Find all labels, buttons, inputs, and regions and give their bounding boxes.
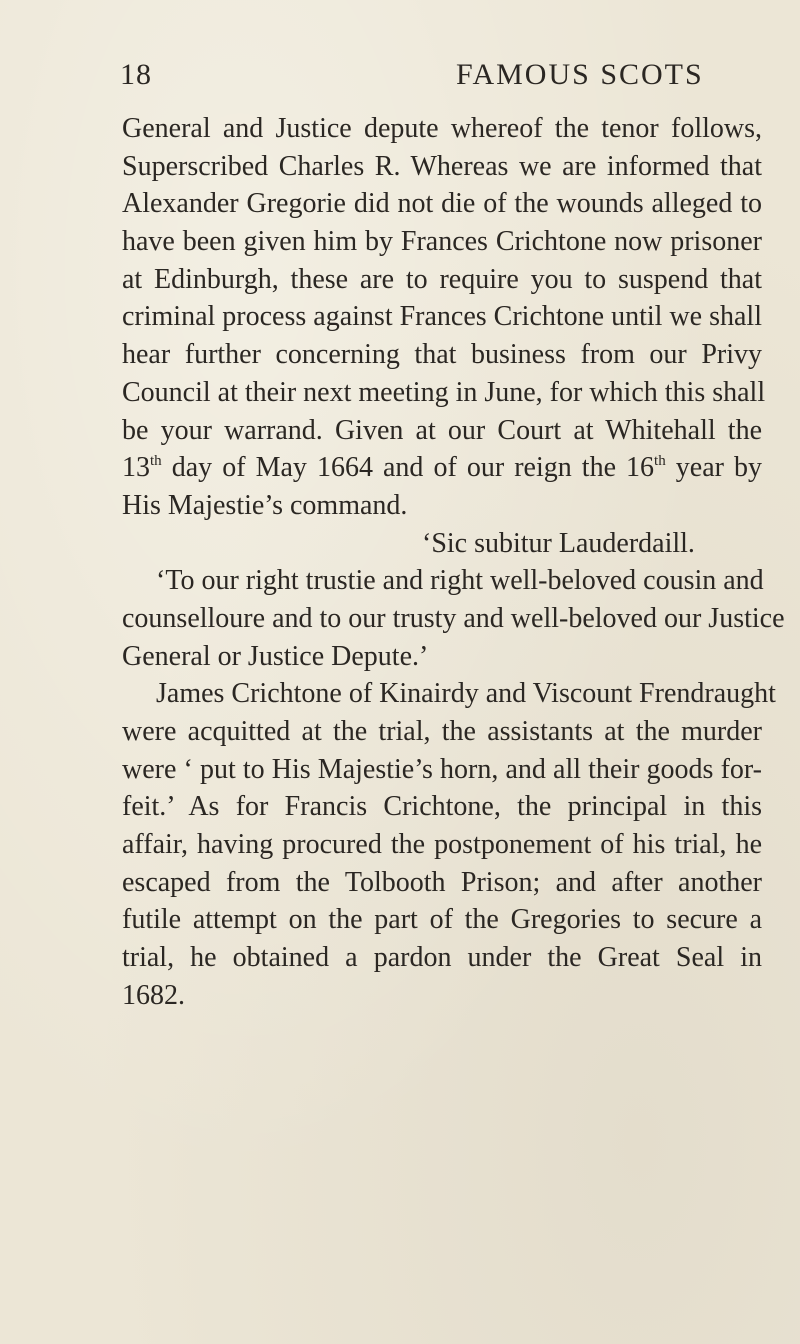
date-text-end: year by bbox=[665, 452, 762, 484]
ordinal-suffix: th bbox=[150, 453, 162, 470]
text-line: General or Justice Depute.’ bbox=[122, 640, 429, 672]
text-line: criminal process against Frances Crichtone until we shall bbox=[122, 301, 762, 333]
text-line: were acquitted at the trial, the assistants at the murder bbox=[122, 716, 762, 747]
text-line: be your warrand. Given at our Court at Whitehall the bbox=[122, 414, 762, 446]
page-header bbox=[120, 58, 760, 98]
text-line: Council at their next meeting in June, for which this shall bbox=[122, 376, 766, 408]
text-line: were ‘ put to His Majestie’s horn, and all their goods for- bbox=[122, 753, 762, 785]
running-head: FAMOUS SCOTS bbox=[456, 58, 704, 91]
text-line-date bbox=[122, 449, 762, 487]
date-day: 13 bbox=[122, 452, 150, 484]
text-line: feit.’ As for Francis Crichtone, the principal in this bbox=[122, 791, 762, 823]
body-text bbox=[122, 110, 785, 1015]
text-line: counselloure and to our trusty and well-beloved our Justice bbox=[122, 602, 785, 634]
text-line: escaped from the Tolbooth Prison; and after another bbox=[122, 866, 762, 898]
text-line: James Crichtone of Kinairdy and Viscount Frendraught bbox=[156, 678, 776, 710]
ordinal-suffix: th bbox=[654, 453, 666, 470]
signature-line: ‘Sic subitur Lauderdaill. bbox=[422, 527, 695, 559]
text-line: futile attempt on the part of the Gregories to secure a bbox=[122, 904, 762, 936]
text-line: have been given him by Frances Crichtone now prisoner bbox=[122, 226, 762, 258]
text-line: Alexander Gregorie did not die of the wounds alleged to bbox=[122, 188, 762, 220]
page-number: 18 bbox=[120, 58, 152, 91]
text-line: trial, he obtained a pardon under the Great Seal in bbox=[122, 942, 762, 974]
text-line: ‘To our right trustie and right well-beloved cousin and bbox=[156, 565, 764, 597]
text-line: at Edinburgh, these are to require you to suspend that bbox=[122, 263, 762, 295]
text-line: General and Justice depute whereof the tenor follows, bbox=[122, 113, 762, 144]
date-text: day of May 1664 and of our reign the 16 bbox=[161, 452, 655, 484]
text-line: hear further concerning that business from our Privy bbox=[122, 339, 762, 371]
text-line: Superscribed Charles R. Whereas we are informed that bbox=[122, 150, 762, 182]
text-line: His Majestie’s command. bbox=[122, 489, 408, 521]
text-line: 1682. bbox=[122, 979, 185, 1011]
text-line: affair, having procured the postponement of his trial, he bbox=[122, 829, 762, 861]
